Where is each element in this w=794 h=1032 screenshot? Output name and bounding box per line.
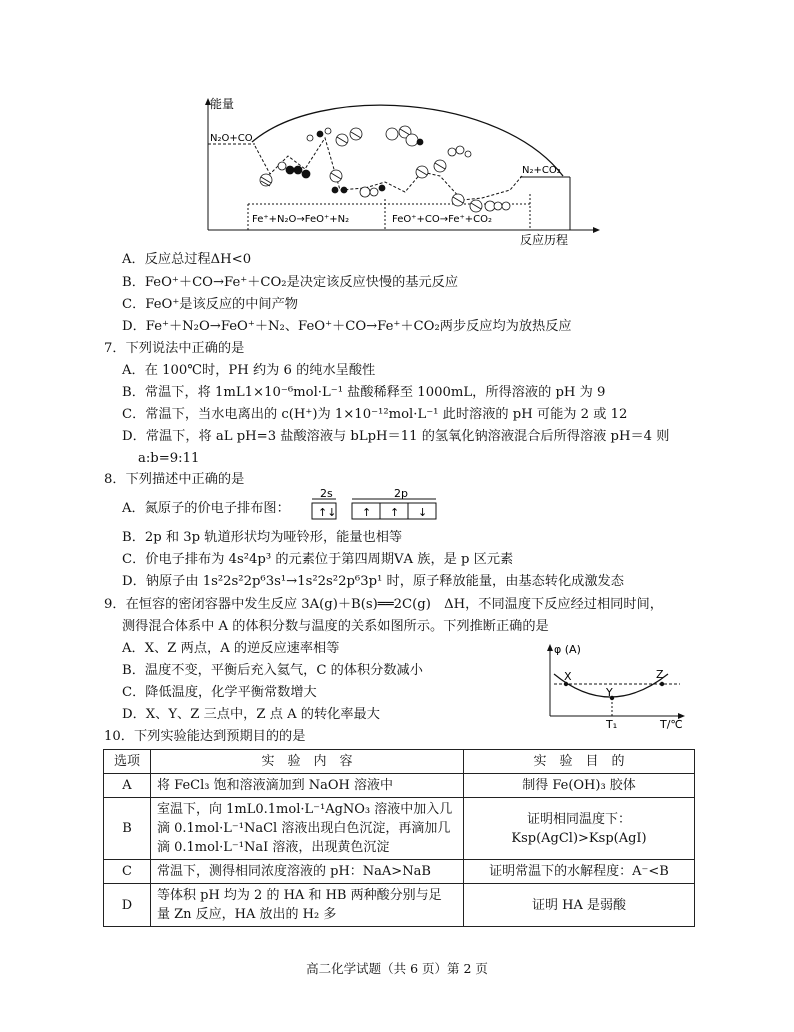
- q8-option-d: D．钠原子由 1s²2s²2p⁶3s¹→1s²2s²2p⁶3p¹ 时，原子释放能量，由基态转化成激发态: [122, 574, 624, 589]
- step1-label: Fe⁺+N₂O→FeO⁺+N₂: [252, 214, 350, 225]
- row-option: C: [104, 860, 151, 884]
- q10-stem: 10．下列实验能达到预期目的的是: [104, 729, 306, 744]
- row-purpose: 证明常温下的水解程度：A⁻<B: [464, 860, 695, 884]
- q7-option-a: A．在 100℃时，PH 约为 6 的纯水呈酸性: [122, 363, 376, 378]
- row-purpose: 证明 HA 是弱酸: [464, 884, 695, 927]
- header-content: 实 验 内 容: [151, 750, 464, 774]
- orbital-diagram: [308, 486, 444, 522]
- graph-y-label: φ (A): [554, 643, 581, 656]
- header-option: 选项: [104, 750, 151, 774]
- energy-diagram: [200, 94, 620, 248]
- q8-option-a: [122, 500, 290, 518]
- energy-axis-label: 能量: [210, 97, 235, 111]
- row-purpose: 证明相同温度下： Ksp(AgCl)>Ksp(AgI): [464, 798, 695, 860]
- graph-t1-label: T₁: [606, 718, 618, 730]
- start-state-label: N₂O+CO: [210, 133, 253, 144]
- table-row: [104, 860, 695, 884]
- table-row: [104, 774, 695, 798]
- svg-text:↑: ↑: [390, 506, 400, 519]
- orbital-2p-label: 2p: [394, 487, 408, 500]
- q7-option-d-line1: D．常温下，将 aL pH=3 盐酸溶液与 bLpH＝11 的氢氧化钠溶液混合后所得溶液 pH＝4 则: [122, 429, 670, 444]
- q7-option-c: C．常温下，当水电离出的 c(H⁺)为 1×10⁻¹²mol·L⁻¹ 此时溶液的 pH 可能为 2 或 12: [122, 407, 628, 422]
- q6-option-c: C．FeO⁺是该反应的中间产物: [122, 297, 298, 312]
- q9-stem-line1: 9．在恒容的密闭容器中发生反应 3A(g)＋B(s)══2C(g) ΔH，不同温度下反应经过相同时间，: [104, 597, 663, 612]
- point-z-label: Z: [656, 668, 664, 681]
- table-row: [104, 884, 695, 927]
- end-state-label: N₂+CO₂: [522, 165, 561, 176]
- q9-option-c: C．降低温度，化学平衡常数增大: [122, 685, 317, 700]
- row-content: 常温下，测得相同浓度溶液的 pH：NaA>NaB: [151, 860, 464, 884]
- graph-x-label: T/℃: [660, 718, 683, 730]
- q7-option-b: B．常温下，将 1mL1×10⁻⁶mol·L⁻¹ 盐酸稀释至 1000mL，所得溶液的 pH 为 9: [122, 385, 606, 400]
- q6-option-d: D．Fe⁺＋N₂O→FeO⁺＋N₂、FeO⁺＋CO→Fe⁺＋CO₂两步反应均为放热反应: [122, 319, 572, 334]
- row-content: 将 FeCl₃ 饱和溶液滴加到 NaOH 溶液中: [151, 774, 464, 798]
- svg-text:↑: ↑: [362, 506, 372, 519]
- q9-stem-line2: 测得混合体系中 A 的体积分数与温度的关系如图所示。下列推断正确的是: [122, 619, 549, 634]
- svg-text:↓: ↓: [418, 506, 428, 519]
- row-content: 室温下，向 1mL0.1mol·L⁻¹AgNO₃ 溶液中加入几 滴 0.1mol·L⁻¹NaCl 溶液出现白色沉淀，再滴加几 滴 0.1mol·L⁻¹NaI 溶液，出现黄色沉淀: [151, 798, 464, 860]
- q7-option-d-line2: a:b=9:11: [138, 451, 200, 466]
- row-purpose: 制得 Fe(OH)₃ 胶体: [464, 774, 695, 798]
- q8-option-b: B．2p 和 3p 轨道形状均为哑铃形，能量也相等: [122, 530, 403, 545]
- point-x-label: X: [564, 670, 572, 683]
- table-header-row: [104, 750, 695, 774]
- point-y-label: Y: [606, 686, 613, 699]
- reaction-axis-label: 反应历程: [520, 233, 569, 247]
- header-purpose: 实 验 目 的: [464, 750, 695, 774]
- q9-option-d: D．X、Y、Z 三点中，Z 点 A 的转化率最大: [122, 707, 380, 722]
- q8-option-a-prefix: A．氮原子的价电子排布图：: [122, 501, 290, 516]
- volume-fraction-graph: [540, 640, 700, 730]
- q8-option-c: C．价电子排布为 4s²4p³ 的元素位于第四周期ⅤA 族，是 p 区元素: [122, 552, 514, 567]
- q6-option-b: B．FeO⁺＋CO→Fe⁺＋CO₂是决定该反应快慢的基元反应: [122, 275, 459, 290]
- page-footer: 高二化学试题（共 6 页）第 2 页: [306, 961, 488, 976]
- q9-option-b: B．温度不变，平衡后充入氦气，C 的体积分数减小: [122, 663, 423, 678]
- q8-stem: 8．下列描述中正确的是: [104, 472, 245, 487]
- row-option: B: [104, 798, 151, 860]
- orbital-2s-label: 2s: [320, 487, 333, 500]
- row-option: A: [104, 774, 151, 798]
- q9-option-a: A．X、Z 两点，A 的逆反应速率相等: [122, 641, 340, 656]
- row-content: 等体积 pH 均为 2 的 HA 和 HB 两种酸分别与足 量 Zn 反应，HA 放出的 H₂ 多: [151, 884, 464, 927]
- experiment-table: [103, 749, 695, 927]
- q7-stem: 7．下列说法中正确的是: [104, 341, 245, 356]
- step2-label: FeO⁺+CO→Fe⁺+CO₂: [392, 214, 492, 225]
- svg-text:↑↓: ↑↓: [318, 506, 337, 519]
- table-row: [104, 798, 695, 860]
- row-option: D: [104, 884, 151, 927]
- q6-option-a: A．反应总过程ΔH<0: [122, 252, 252, 267]
